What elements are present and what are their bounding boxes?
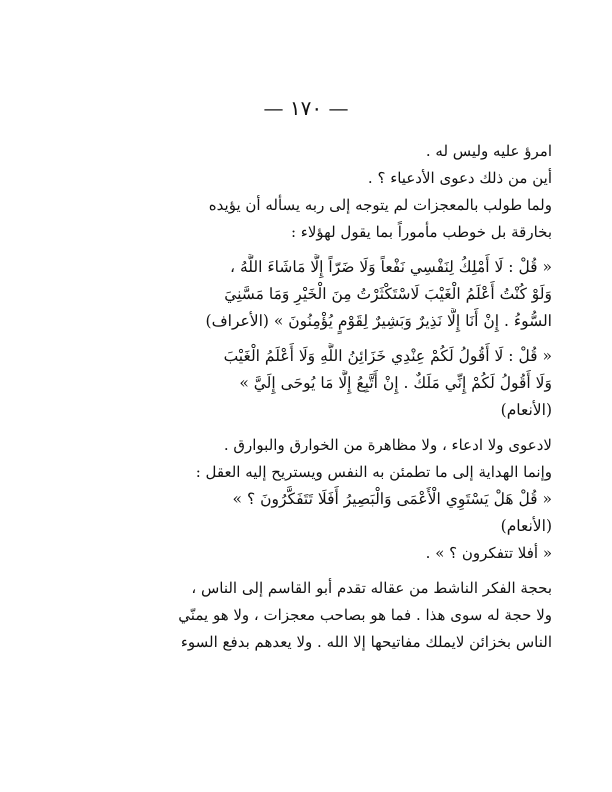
text-line: « قُلْ هَلْ يَسْتَوِي الْأَعْمَى وَالْبَصِيرُ أَفَلَا تَتَفَكَّرُونَ ؟ » — [232, 490, 552, 508]
surah-reference: (الأنعام) — [500, 517, 552, 535]
text-line: بخارقة بل خوطب مأموراً بما يقول لهؤلاء : — [290, 223, 552, 241]
text-line: السُّوءُ . إِنْ أَنَا إِلَّا نَذِيرٌ وَبَشِيرٌ لِقَوْمٍ يُؤْمِنُونَ » (الأعراف) — [205, 312, 552, 330]
paragraph — [82, 138, 552, 165]
quran-quote — [82, 254, 552, 335]
text-line: « قُلْ : لَا أَقُولُ لَكُمْ عِنْدِي خَزَائِنُ اللَّهِ وَلَا أَعْلَمُ الْغَيْبَ — [223, 347, 552, 365]
page-body — [82, 138, 552, 656]
paragraph — [82, 540, 552, 567]
text-line: بحجة الفكر الناشط من عقاله تقدم أبو القاسم إلى الناس ، — [191, 579, 552, 597]
paragraph — [82, 192, 552, 246]
text-line: امرؤ عليه وليس له . — [425, 142, 552, 160]
text-line: « قُلْ : لَا أَمْلِكُ لِنَفْسِي نَفْعاً وَلَا ضَرّاً إِلَّا مَاشَاءَ اللَّهُ ، — [230, 258, 552, 276]
quran-quote — [82, 486, 552, 540]
text-line: الناس بخزائن لايملك مفاتيحها إلا الله . ولا يعدهم بدفع السوء — [180, 633, 552, 651]
text-line: ولا حجة له سوى هذا . فما هو بصاحب معجزات ، ولا هو يمنّي — [178, 606, 552, 624]
paragraph — [82, 575, 552, 656]
quran-quote — [82, 343, 552, 424]
paragraph — [82, 432, 552, 486]
text-line: أين من ذلك دعوى الأدعياء ؟ . — [367, 169, 552, 187]
text-line: ولما طولب بالمعجزات لم يتوجه إلى ربه يسأله أن يؤيده — [208, 196, 552, 214]
surah-reference: (الأنعام) — [500, 401, 552, 419]
text-line: وَلَا أَقُولُ لَكُمْ إِنِّي مَلَكٌ . إِنْ أَتَّبِعُ إِلَّا مَا يُوحَى إِلَيَّ » — [239, 374, 552, 392]
text-line: لادعوى ولا ادعاء ، ولا مظاهرة من الخوارق والبوارق . — [223, 436, 552, 454]
text-line: وإنما الهداية إلى ما تطمئن به النفس ويستريح إليه العقل : — [195, 463, 552, 481]
text-line: « أفلا تتفكرون ؟ » . — [425, 544, 552, 562]
page-number: — ١٧٠ — — [263, 96, 349, 120]
text-line: وَلَوْ كُنْتُ أَعْلَمُ الْغَيْبَ لَاسْتَكْثَرْتُ مِنَ الْخَيْرِ وَمَا مَسَّنِيَ — [224, 285, 552, 303]
paragraph — [82, 165, 552, 192]
